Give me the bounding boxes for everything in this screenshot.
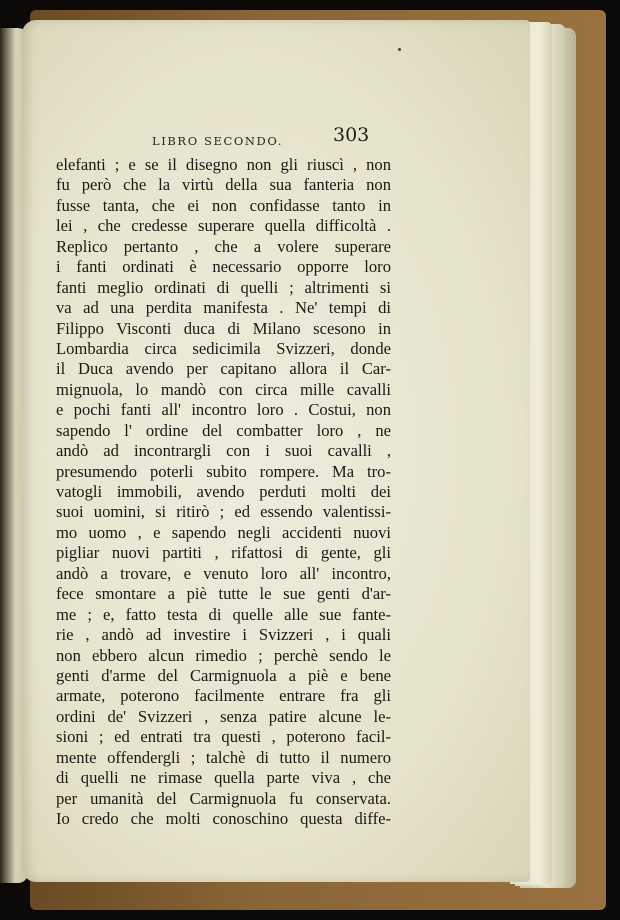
text-line: Filippo Visconti duca di Milano scesono in <box>56 318 391 338</box>
text-line: fece smontare a piè tutte le sue genti d'ar- <box>56 584 391 604</box>
text-line: Io credo che molti conoschino questa diffe- <box>56 809 391 828</box>
text-line: Replico pertanto , che a volere superare <box>56 236 391 256</box>
text-line: fusse tanta, che ei non confidasse tanto in <box>56 195 391 215</box>
text-line: vatogli immobili, avendo perduti molti dei <box>56 482 391 501</box>
text-line: ordini de' Svizzeri , senza patire alcune le- <box>56 706 391 726</box>
text-line: fanti meglio ordinati di quelli ; altrimenti si <box>56 277 391 297</box>
page-number: 303 <box>333 124 370 146</box>
text-line: genti d'arme del Carmignuola a piè e bene <box>56 665 391 685</box>
text-line: rie , andò ad investire i Svizzeri , i quali <box>56 625 391 645</box>
text-line: me ; e, fatto testa di quelle alle sue fante- <box>56 604 391 624</box>
text-line: mente offendergli ; talchè di tutto il numero <box>56 747 391 767</box>
running-head: LIBRO SECONDO. <box>152 134 283 148</box>
paper-speck <box>398 48 401 51</box>
text-line: Lombardia circa sedicimila Svizzeri, donde <box>56 338 391 358</box>
text-line: i fanti ordinati è necessario opporre loro <box>56 257 391 277</box>
text-line: va ad una perdita manifesta . Ne' tempi di <box>56 298 391 318</box>
text-line: andò a trovare, e venuto loro all' incontro, <box>56 563 391 583</box>
text-line: fu però che la virtù della sua fanteria non <box>56 175 391 195</box>
text-line: lei , che credesse superare quella difficoltà . <box>56 216 391 236</box>
text-line: e pochi fanti all' incontro loro . Costui, non <box>56 400 391 420</box>
text-line: armate, poterono facilmente entrare fra gli <box>56 686 391 706</box>
text-line: presumendo poterli subito rompere. Ma tro- <box>56 461 391 481</box>
text-line: per umanità del Carmignuola fu conservata. <box>56 788 391 808</box>
text-line: elefanti ; e se il disegno non gli riuscì , non <box>56 155 391 174</box>
body-text <box>56 155 391 829</box>
text-line: suoi uomini, si ritirò ; ed essendo valentissi- <box>56 502 391 522</box>
text-line: mignuola, lo mandò con circa mille cavalli <box>56 379 391 399</box>
text-line: di quelli ne rimase quella parte viva , che <box>56 768 391 788</box>
text-line: il Duca avendo per capitano allora il Car- <box>56 359 391 379</box>
text-line: sapendo l' ordine del combatter loro , ne <box>56 420 391 440</box>
text-line: mo uomo , e sapendo negli accidenti nuovi <box>56 522 391 542</box>
text-line: sioni ; ed entrati tra questi , poterono facil- <box>56 727 391 747</box>
text-line: andò ad incontrargli con i suoi cavalli , <box>56 441 391 461</box>
text-line: pigliar nuovi partiti , rifattosi di gente, gli <box>56 543 391 563</box>
text-line: non ebbero alcun rimedio ; perchè sendo le <box>56 645 391 665</box>
